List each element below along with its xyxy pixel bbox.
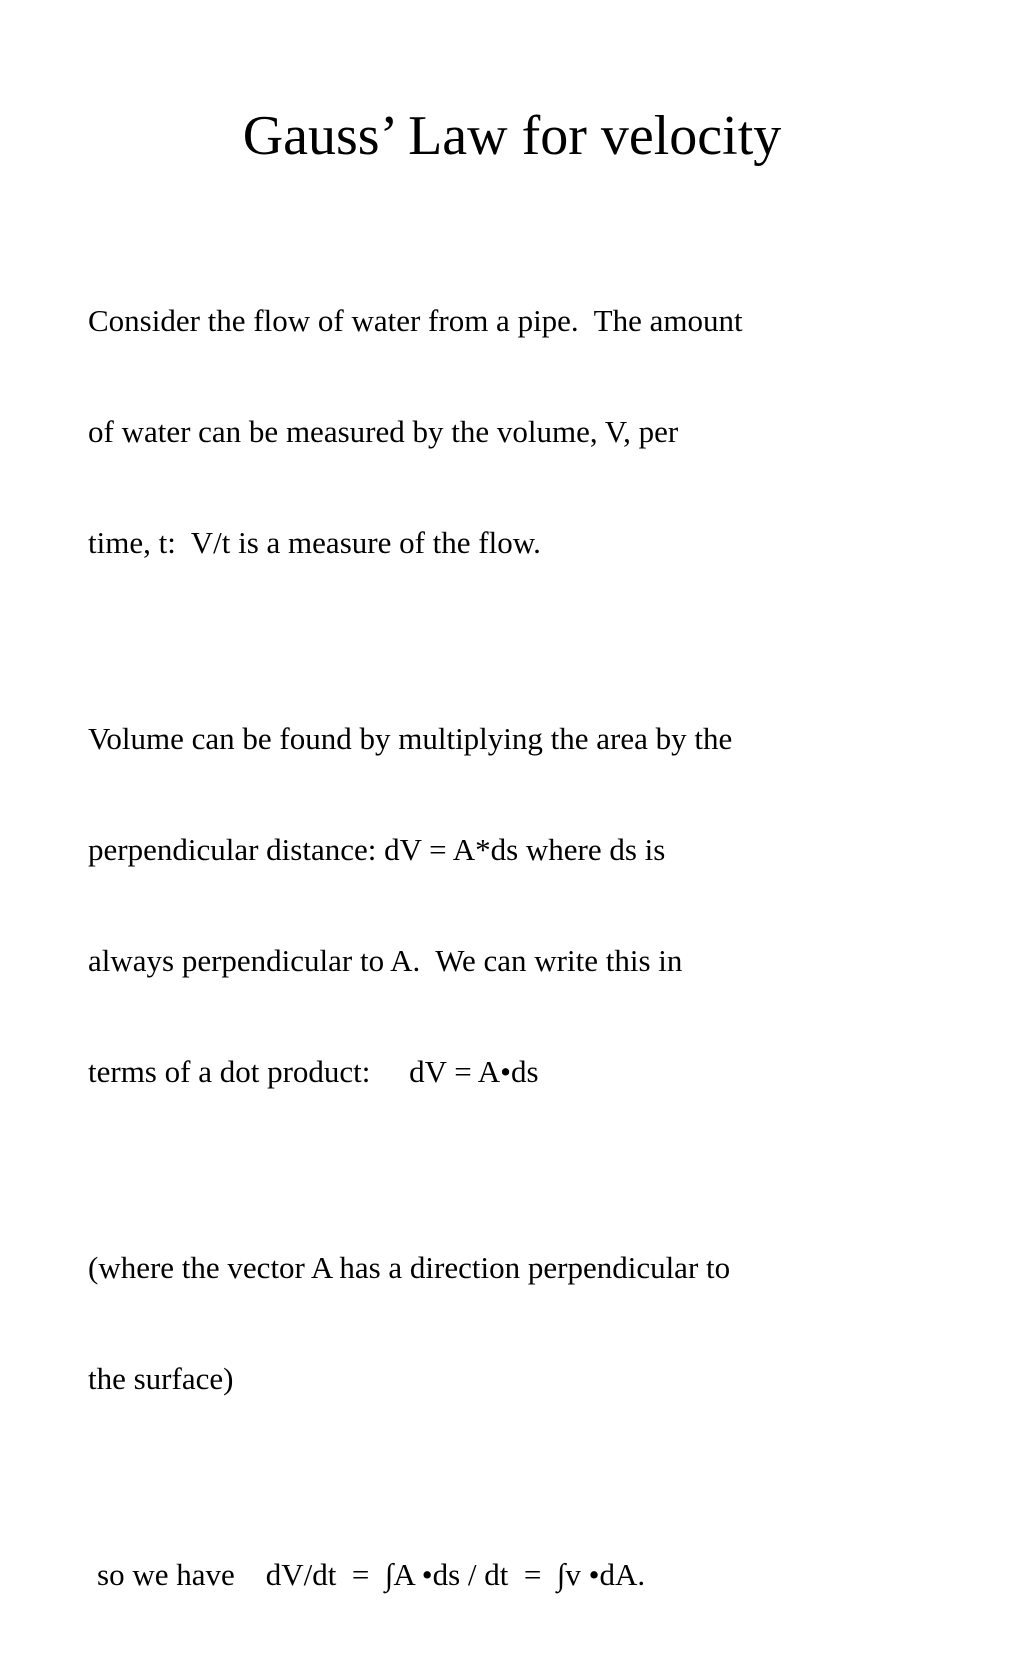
text-line: (where the vector A has a direction perpendicular to (88, 1250, 731, 1285)
text-line: terms of a dot product: dV = A•ds (88, 1054, 539, 1089)
text-line: the surface) (88, 1361, 234, 1396)
text-line: Consider the flow of water from a pipe. The amount (88, 303, 743, 338)
text-line: Volume can be found by multiplying the area by the (88, 721, 733, 756)
text-line: time, t: V/t is a measure of the flow. (88, 525, 541, 560)
text-line: of water can be measured by the volume, V, per (88, 414, 679, 449)
text-line: perpendicular distance: dV = A*ds where ds is (88, 832, 666, 867)
paragraph-flow-of-water (88, 228, 968, 635)
slide-title: Gauss’ Law for velocity (242, 105, 782, 167)
equation-line: so we have dV/dt = ∫A •ds / dt = ∫v •dA. (97, 1557, 646, 1592)
slide-body (88, 228, 968, 1678)
paragraph-equation (97, 1482, 968, 1667)
paragraph-vector-direction (88, 1175, 968, 1471)
text-line: always perpendicular to A. We can write this in (88, 943, 683, 978)
paragraph-volume (88, 646, 968, 1164)
